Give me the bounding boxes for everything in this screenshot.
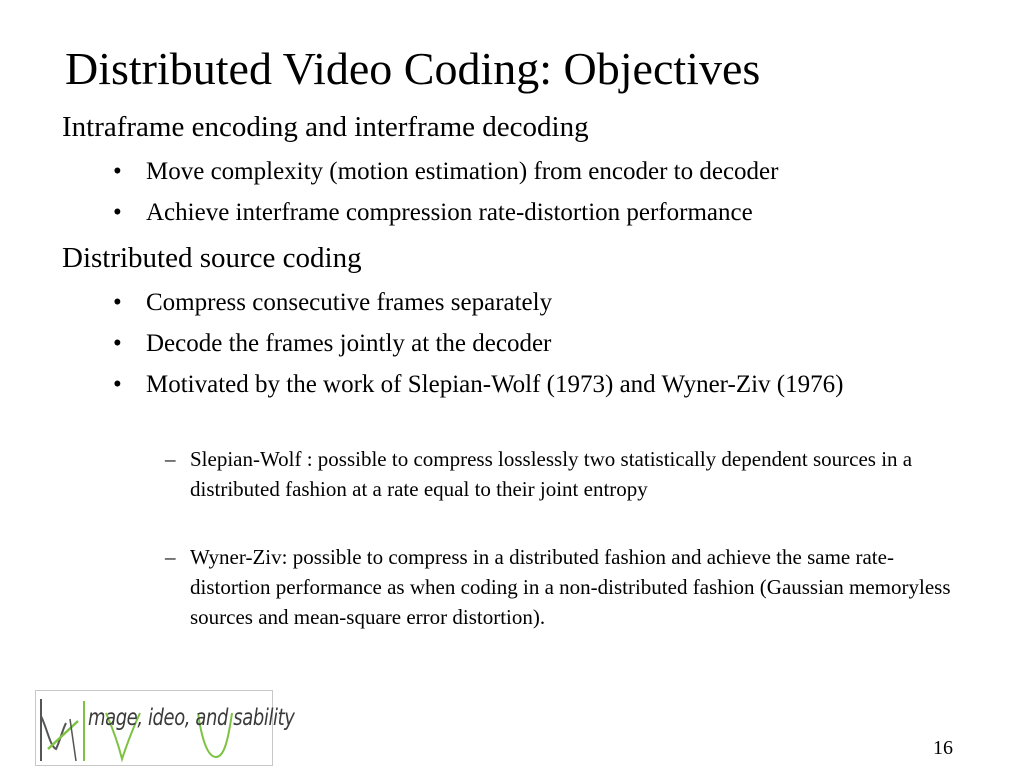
bullet-text: Decode the frames jointly at the decoder bbox=[146, 330, 552, 357]
dash-marker: – bbox=[165, 545, 176, 569]
section-heading: Distributed source coding bbox=[62, 242, 362, 274]
bullet-text: Achieve interframe compression rate-distortion performance bbox=[146, 199, 753, 226]
sub-bullet-text: Wyner-Ziv: possible to compress in a distributed fashion and achieve the same rate-distortion performance as when coding in a non-distributed fashion (Gaussian memoryless sources and mean-square error distortion). bbox=[190, 545, 951, 629]
slide-title: Distributed Video Coding: Objectives bbox=[65, 43, 761, 94]
sub-bullet-item bbox=[165, 444, 955, 504]
bullet-marker: • bbox=[113, 330, 122, 357]
sub-bullet-text: Slepian-Wolf : possible to compress losslessly two statistically dependent sources in a distributed fashion at a rate equal to their joint entropy bbox=[190, 447, 913, 501]
logo-text: mage, ideo, and sability bbox=[88, 705, 295, 731]
bullet-marker: • bbox=[113, 199, 122, 226]
dash-marker: – bbox=[165, 447, 176, 471]
bullet-marker: • bbox=[113, 289, 122, 316]
bullet-item bbox=[113, 328, 953, 360]
bullet-item bbox=[113, 369, 923, 401]
page-number: 16 bbox=[933, 737, 953, 759]
bullet-text: Move complexity (motion estimation) from encoder to decoder bbox=[146, 158, 779, 185]
bullet-text: Compress consecutive frames separately bbox=[146, 289, 553, 316]
bullet-item bbox=[113, 197, 953, 229]
section-heading: Intraframe encoding and interframe decoding bbox=[62, 111, 589, 143]
bullet-marker: • bbox=[113, 371, 122, 398]
bullet-marker: • bbox=[113, 158, 122, 185]
bullet-item bbox=[113, 287, 953, 319]
bullet-text: Motivated by the work of Slepian-Wolf (1973) and Wyner-Ziv (1976) bbox=[146, 371, 844, 398]
ivu-logo bbox=[35, 690, 295, 766]
sub-bullet-item bbox=[165, 542, 955, 632]
bullet-item bbox=[113, 156, 953, 188]
